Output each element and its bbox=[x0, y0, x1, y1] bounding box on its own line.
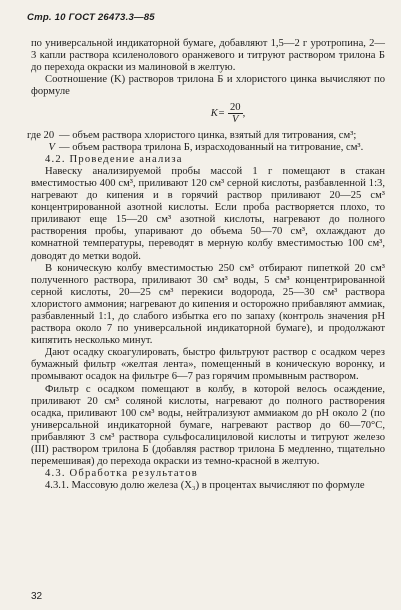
formula-fraction bbox=[228, 102, 243, 125]
section-heading-4-3: 4.3. Обработка результатов bbox=[45, 468, 198, 480]
formula-k bbox=[71, 100, 385, 128]
legend-symbol-v: V bbox=[48, 141, 55, 153]
legend-symbol-20: где 20 bbox=[27, 129, 55, 141]
legend-definition-v: — объем раствора трилона Б, израсходованный на титрование, см³. bbox=[59, 141, 364, 153]
formula-numerator: 20 bbox=[229, 102, 241, 114]
paragraph-4-3-1: 4.3.1. Массовую долю железа (X₃) в процентах вычисляют по формуле bbox=[45, 480, 365, 492]
paragraph-conical-flask: В коническую колбу вместимостью 250 см³ отбирают пипеткой 20 см³ полученного раствора, приливают 30 см³ воды, 5 см³ концентрированной серной кислоты, 20—25 см³ перекиси водорода, 25—30 см³ раствора хлористого аммония; нагревают до кипения и осторожно прибавляют аммиак, разбавленный 1:1, до слабого избытка его по запаху (контроль значения pH раствора около 7 по универсальной индикаторной бумаге), и продолжают кипятить несколько минут. bbox=[31, 262, 385, 347]
section-heading-4-2: 4.2. Проведение анализа bbox=[45, 153, 183, 165]
paragraph-filter: Фильтр с осадком помещают в колбу, в которой велось осаждение, приливают 20 см³ соляной кислоты, нагревают до полного растворения осадка, приливают 100 см³ воды, нейтрализуют аммиаком до pH около 2 (по универсальной индикаторной бумаге, нагревают раствор до 60—70°С, прибавляют 3 см³ раствора сульфосалициловой кислоты и титруют железо (III) раствором трилона Б (добавляя раствор трилона Б медленно, тщательно перемешивая) до перехода окраски из темно-красной в желтую. bbox=[31, 383, 385, 468]
page-number: 32 bbox=[31, 591, 43, 602]
document-body bbox=[27, 38, 385, 492]
ratio-intro: Соотношение (K) растворов трилона Б и хлористого цинка вычисляют по формуле bbox=[31, 74, 385, 98]
legend-definition-20: — объем раствора хлористого цинка, взятый для титрования, см³; bbox=[59, 129, 357, 141]
formula-denominator: V bbox=[232, 114, 239, 126]
formula-legend bbox=[27, 130, 385, 154]
paragraph-sample-prep: Навеску анализируемой пробы массой 1 г помещают в стакан вместимостью 400 см³, приливают 120 см³ серной кислоты, разбавленной 1:3, нагревают до кипения и в горячий раствор приливают 20—25 см³ концентрированной азотной кислоты. Если проба растворяется плохо, то приливают еще 15—20 см³ азотной кислоты, нагревают до полного растворения пробы, упаривают до объема 50—70 см³, охлаждают до комнатной температуры, переводят в мерную колбу вместимостью 100 см³, доводят до метки водой. bbox=[31, 165, 385, 262]
paragraph-coagulation: Дают осадку скоагулировать, быстро фильтруют раствор с осадком через бумажный фильтр «желтая лента», помещенный в коническую воронку, и промывают осадок на фильтре 6—7 раз горячим промывным раствором. bbox=[31, 347, 385, 383]
formula-tail: , bbox=[242, 107, 246, 119]
paragraph-continuation: по универсальной индикаторной бумаге, добавляют 1,5—2 г уротропина, 2—3 капли раствора ксиленолового оранжевого и титруют раствором трилона Б до перехода окраски из малиновой в желтую. bbox=[31, 38, 385, 74]
page-header: Стр. 10 ГОСТ 26473.3—85 bbox=[27, 12, 155, 23]
formula-lhs: K= bbox=[210, 107, 225, 119]
